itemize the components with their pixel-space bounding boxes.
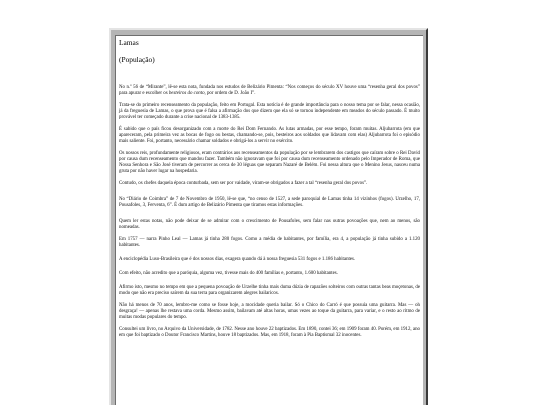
document-page[interactable] — [115, 35, 423, 405]
paragraph-reis-religiosos: Os nossos reis, profundamente religiosos, eram contrários aos recenseamentos da população por se lembrarem dos castigos que caíram sobre o Rei David por causa dum recenseamento que mandou fazer. Também não ignoravam que foi por causa dum recenseamento ordenado pelo Imperador de Roma, que Nossa Senhora e São José tiveram de percorrer as cerca de 30 léguas que separam Nazaré de Belém. Foi nessa altura que o Menino Jesus, nasceu numa gruta por não haver lugar na hospedaria. — [119, 151, 420, 175]
paragraph-pousafoles: Quem ler estas notas, não pode deixar de se admirar com o crescimento de Pousafoles, sem falar nas outras povoações que, nem ao menos, são nomeadas. — [119, 219, 420, 231]
paragraph-1757: Em 1757 — narra Pinho Leal — Lamas já tinha 280 fogos. Como a média de habitantes, por família, era 4, a população já tinha subido a 1.120 habitantes. — [119, 237, 420, 249]
paragraph-urzelhe: Afirmo isto, mesmo no tempo em que a pequena povoação de Urzelhe tinha mais duma dúzia de rapazões solteiros com outras tantas beas moçetonas, de modo que não era preciso saírem da sua terra para organizarem alegres bailaricos. — [119, 285, 420, 297]
emphasis-besteiros: besteiros do conto — [168, 91, 205, 97]
paragraph-mirante: No n.º 56 de “Mirante”, lê-se esta nota, fundada nos estudos de Belizário Pimenta: “Nos começos do século XV houve uma “resenha geral dos povos” para apurar e escolher os besteiros do conto, por ordem de D. João I”. — [119, 85, 420, 97]
paragraph-chefes: Contudo, os chefes daquela época conturbada, sem ser por vaidade, viram-se obrigados a fazer a tal “resenha geral dos povos”. — [119, 181, 368, 187]
paragraph-diario-coimbra: No “Diário de Coimbra” de 7 de Novembro de 1950, lê-se que, “no censo de 1527, a sede paroquial de Lamas tinha 14 vizinhos (fogos). Urzelho, 17, Pousafoles, 3, Ferventa, 6”. É dum artigo de Belizário Pimenta que tiramos estas informações. — [119, 197, 420, 209]
paragraph-enciclopedia: A enciclopédia Luso-Brasileira que é dos nossos dias, exagera quando dá à nossa freguesia 531 fogos e 1.186 habitantes. — [119, 257, 356, 263]
paragraph-arquivo: Consultei um livro, no Arquivo da Universidade, de 1782. Nesse ano houve 22 baptizados. Em 1890, contei 36; em 1909 foram 40. Porém, em 1912, ano em que foi baptizado o Doutor Francisco Martins, houve 18 baptizados. Mas, em 1918, foram à Pia Baptismal 32 inocentes. — [119, 327, 420, 339]
page-title: Lamas — [119, 38, 139, 47]
paragraph-efeito: Com efeito, não acredito que a paróquia, alguma vez, tivesse mais do 400 famílias e, portanto, 1.600 habitantes. — [119, 271, 338, 277]
paragraph-recenseamento: Trata-se do primeiro recenseamento da população, feito em Portugal. Esta notícia é de grande importância para o nosso tema por se falar, nessa ocasião, já da freguesia de Lamas, o que prova que é falsa a afirmação dos que dizem que ela só se tornou independente em meados do século passado. É muito provável ter começado durante a crise nacional de 1383-1385. — [119, 103, 420, 121]
paragraph-dom-fernando: É sabido que o país ficou desorganizado com a morte do Rei Dom Fernando. As lutas armadas, por esse tempo, foram muitas. Aljubarrota (em que apareceram, pela primeira vez as bocas de fogo ou bestas, chamando-se, pois, besteiros aos soldados que lidavam com elas) Aljubarrota foi o episódio mais saliente. Foi, portanto, necessário chamar soldados e obrigá-los a servir no exército. — [119, 127, 420, 145]
page-subtitle: (População) — [119, 55, 155, 65]
paragraph-guitarra: Não há menos de 70 anos, lembro-me como se fosse hoje, a mocidade queria bailar. Só o Chico do Carró é que possuía uma guitarra. Mas — oh desgraça! — apenas lhe restava uma corda. Mesmo assim, bailavam até altas horas, umas vezes ao toque da guitarra, para variar, e o resto ao ritmo de muitas modas populares do tempo. — [119, 303, 420, 321]
